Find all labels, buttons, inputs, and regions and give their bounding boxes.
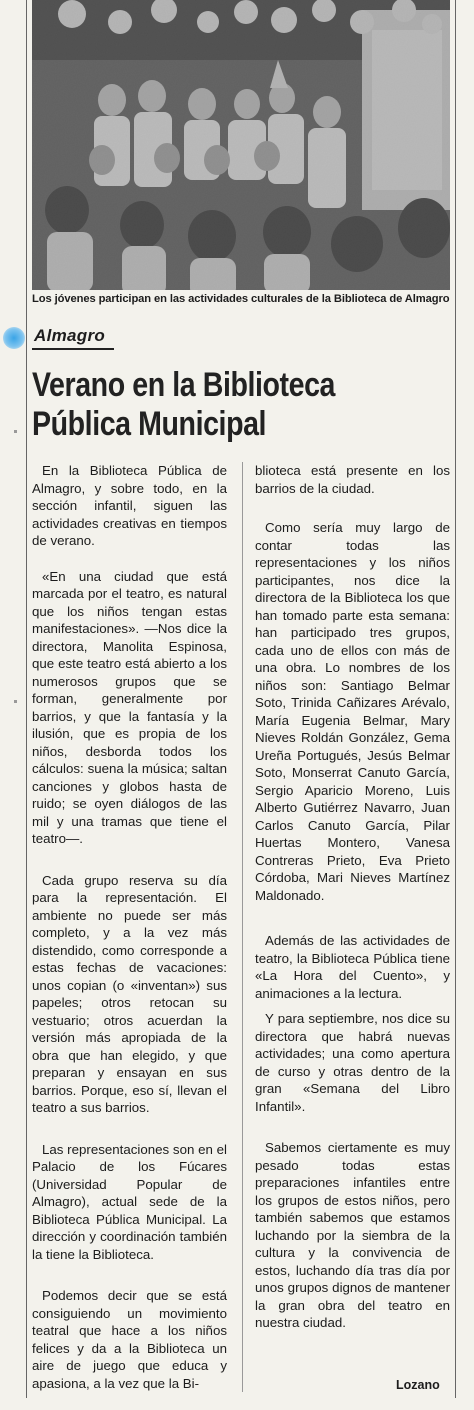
column-divider <box>242 462 243 1392</box>
author-byline: Lozano <box>396 1378 440 1392</box>
headline: Verano en la Biblioteca Pública Municipal <box>32 366 336 443</box>
margin-mark <box>14 700 17 703</box>
section-underline <box>32 348 114 350</box>
paragraph: Como sería muy largo de contar todas las representaciones y los niños participantes, nos dice la directora de la Biblioteca los que han tomado parte esta semana: han participado tres grupos, cada uno de ellos con más de una obra. Lo nombres de los niños son: Santiago Belmar Soto, Trinida Cañizares Arévalo, María Eugenia Belmar, Mary Nieves Roldán González, Gema Ureña Portugués, Jesús Belmar Soto, Monserrat Canuto García, Sergio Aparicio Moreno, Luis Alberto Gutiérrez Navarro, Juan Carlos Canuto García, Pilar Huertas Montero, Vanesa Contreras Prieto, Eva Prieto Córdoba, Mari Nieves Martínez Maldonado. <box>255 520 450 903</box>
paragraph: Cada grupo reserva su día para la representación. El ambiente no puede ser más completo, y a la vez más distendido, como corresponde a estas fechas de vacaciones: unos copian (o «inventan») sus papeles; otros retocan su vestuario; otros acuerdan la versión más apropiada de la obra que han elegido, y que preparan y ensayan en sus barrios. Porque, eso sí, llevan el teatro a sus barrios. <box>32 872 227 1115</box>
paragraph: blioteca está presente en los barrios de la ciudad. <box>255 463 450 496</box>
children-group-photo <box>32 0 450 290</box>
paragraph: Las representaciones son en el Palacio de los Fúcares (Universidad Popular de Almagro), actual sede de la Biblioteca Pública Municipal. La dirección y coordinación también la tiene la Biblioteca. <box>32 1141 227 1262</box>
paragraph: Podemos decir que se está consiguiendo un movimiento teatral que hace a los niños felices y da a la Biblioteca un aire de juego que educa y apasiona, a la vez que la Bi- <box>32 1288 227 1391</box>
paragraph: «En una ciudad que está marcada por el teatro, es natural que los niños tengan estas manifestaciones». —Nos dice la directora, Manolita Espinosa, que este teatro está abierto a los numerosos grupos que se forman, generalmente por barrios, y que la fantasía y la ilusión, que es propia de los niños, desborda todos los cálculos: suena la música; saltan canciones y globos hasta de ruido; se oyen diálogos de las mil y una tramas que tiene el teatro—. <box>32 568 227 846</box>
paragraph: Sabemos ciertamente es muy pesado todas estas preparaciones infantiles entre los grupos de estos niños, pero también sabemos que estamos luchando por la siembra de la cultura y la convivencia de estos, luchando día tras día por unos grupos dignos de mantener la gran obra del teatro en nuestra ciudad. <box>255 1140 450 1330</box>
photo-caption: Los jóvenes participan en las actividades culturales de la Biblioteca de Almagro <box>32 293 450 305</box>
paragraph: Y para septiembre, nos dice su directora que habrá nuevas actividades; una como apertura de curso y otras dentro de la gran «Semana del Libro Infantil». <box>255 1011 450 1114</box>
article-column-1 <box>32 462 227 1410</box>
article-photo <box>32 0 450 290</box>
paragraph: Además de las actividades de teatro, la Biblioteca Pública tiene «La Hora del Cuento», y animaciones a la lectura. <box>255 933 450 1001</box>
paragraph: En la Biblioteca Pública de Almagro, y sobre todo, en la sección infantil, siguen las actividades creativas en tiempos de verano. <box>32 463 227 548</box>
margin-mark <box>14 430 17 433</box>
article-column-2 <box>255 462 450 1350</box>
section-label: Almagro <box>34 326 106 345</box>
highlight-dot <box>3 327 25 349</box>
